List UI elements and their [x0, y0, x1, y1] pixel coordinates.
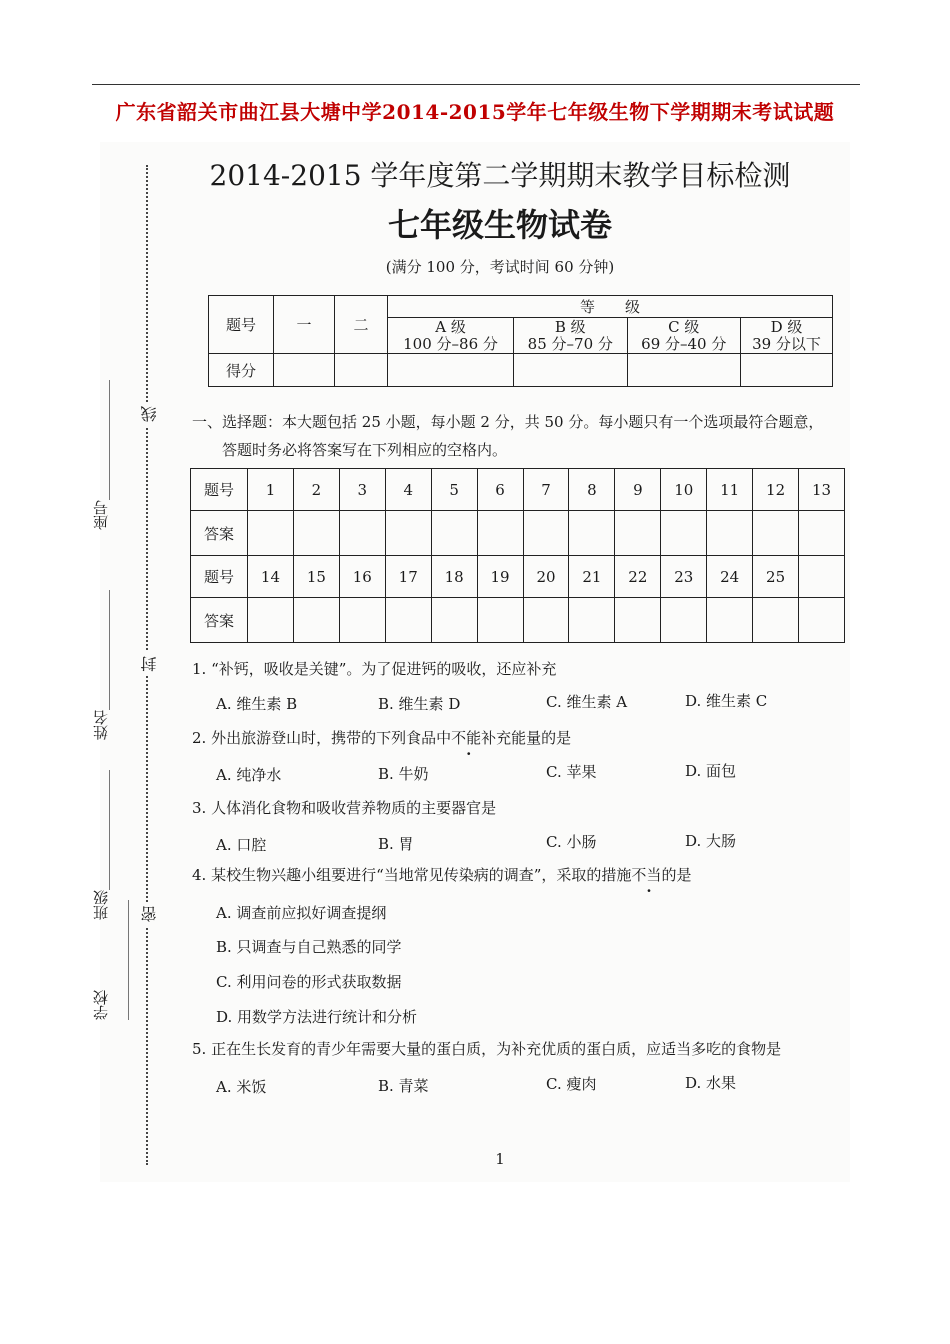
answer-cell[interactable] — [385, 511, 431, 556]
answer-cell[interactable] — [248, 598, 294, 643]
answer-no-cell: 21 — [569, 556, 615, 598]
class-label: 班级 — [92, 890, 110, 920]
answer-cell[interactable] — [661, 511, 707, 556]
answer-cell[interactable] — [569, 598, 615, 643]
answer-label-answer: 答案 — [191, 511, 248, 556]
grade-col-two: 二 — [335, 296, 388, 354]
binding-school: 学校________________ — [92, 900, 129, 1020]
grade-row-score: 得分 — [209, 354, 274, 387]
section-one-line2: 答题时务必将答案写在下列相应的空格内。 — [222, 441, 508, 459]
answer-no-cell: 18 — [431, 556, 477, 598]
question-5-option-d[interactable]: D. 水果 — [685, 1074, 737, 1092]
answer-cell[interactable] — [293, 511, 339, 556]
seal-mark-line: 线 — [138, 402, 161, 426]
score-cell-b[interactable] — [514, 354, 627, 387]
question-2-option-b[interactable]: B. 牛奶 — [378, 765, 429, 783]
answer-no-cell: 11 — [707, 469, 753, 511]
seal-mark-secret: 密 — [138, 902, 161, 926]
answer-no-cell: 2 — [293, 469, 339, 511]
grade-table — [208, 295, 833, 387]
grade-col-one: 一 — [274, 296, 335, 354]
answer-label-no: 题号 — [191, 469, 248, 511]
question-3-option-a[interactable]: A. 口腔 — [216, 836, 267, 854]
answer-cell[interactable] — [385, 598, 431, 643]
grade-a: A 级 100 分–86 分 — [388, 318, 514, 354]
section-one-line1: 一、选择题：本大题包括 25 小题，每小题 2 分，共 50 分。每小题只有一个选项最符合题意， — [192, 413, 824, 431]
answer-no-cell: 10 — [661, 469, 707, 511]
question-2-option-a[interactable]: A. 纯净水 — [216, 766, 282, 784]
answer-table — [190, 468, 845, 643]
answer-no-cell: 22 — [615, 556, 661, 598]
answer-label-answer: 答案 — [191, 598, 248, 643]
answer-no-cell: 25 — [753, 556, 799, 598]
question-4-option-d[interactable]: D. 用数学方法进行统计和分析 — [216, 1008, 418, 1026]
question-5-option-b[interactable]: B. 青菜 — [378, 1077, 429, 1095]
emphasis-not: 不能 — [451, 729, 482, 747]
question-4-option-a[interactable]: A. 调查前应拟好调查提纲 — [216, 904, 387, 922]
question-2-option-d[interactable]: D. 面包 — [685, 762, 737, 780]
binding-name: 姓名________________ — [92, 590, 110, 740]
answer-no-cell — [799, 556, 845, 598]
exam-subtitle: (满分 100 分，考试时间 60 分钟) — [385, 258, 615, 276]
score-cell-d[interactable] — [741, 354, 833, 387]
exam-subject: 七年级生物试卷 — [387, 206, 612, 244]
answer-no-cell: 1 — [248, 469, 294, 511]
answer-cell[interactable] — [523, 511, 569, 556]
header-rule — [92, 84, 860, 85]
answer-no-cell: 7 — [523, 469, 569, 511]
answer-no-cell: 12 — [753, 469, 799, 511]
grade-b: B 级 85 分–70 分 — [514, 318, 627, 354]
answer-cell[interactable] — [615, 511, 661, 556]
question-4-option-c[interactable]: C. 利用问卷的形式获取数据 — [216, 973, 402, 991]
question-3-option-b[interactable]: B. 胃 — [378, 835, 414, 853]
answer-no-cell: 24 — [707, 556, 753, 598]
answer-cell[interactable] — [615, 598, 661, 643]
answer-cell[interactable] — [431, 511, 477, 556]
question-1-stem: 1. “补钙，吸收是关键”。为了促进钙的吸收，还应补充 — [192, 660, 557, 678]
answer-cell[interactable] — [339, 598, 385, 643]
school-label: 学校 — [92, 990, 110, 1020]
grade-col-grade: 等 级 — [388, 296, 833, 318]
question-1-option-c[interactable]: C. 维生素 A — [546, 693, 628, 711]
answer-cell[interactable] — [753, 598, 799, 643]
name-label: 姓名 — [92, 710, 110, 740]
binding-class: 班级________________ — [92, 770, 110, 920]
answer-cell[interactable] — [799, 598, 845, 643]
answer-cell[interactable] — [707, 511, 753, 556]
question-1-option-b[interactable]: B. 维生素 D — [378, 695, 461, 713]
question-3-option-c[interactable]: C. 小肠 — [546, 833, 597, 851]
answer-no-cell: 8 — [569, 469, 615, 511]
grade-c: C 级 69 分–40 分 — [627, 318, 740, 354]
question-5-stem: 5. 正在生长发育的青少年需要大量的蛋白质，为补充优质的蛋白质，应适当多吃的食物是 — [192, 1040, 782, 1058]
question-4-option-b[interactable]: B. 只调查与自己熟悉的同学 — [216, 938, 402, 956]
page-title: 广东省韶关市曲江县大塘中学2014-2015学年七年级生物下学期期末考试试题 — [115, 100, 835, 124]
answer-no-cell: 16 — [339, 556, 385, 598]
answer-no-cell: 19 — [477, 556, 523, 598]
question-4-stem: 4. 某校生物兴趣小组要进行“当地常见传染病的调查”，采取的措施不当的是 — [192, 866, 692, 884]
answer-no-cell: 9 — [615, 469, 661, 511]
question-3-stem: 3. 人体消化食物和吸收营养物质的主要器官是 — [192, 799, 497, 817]
answer-cell[interactable] — [753, 511, 799, 556]
page-number: 1 — [495, 1150, 505, 1168]
answer-cell[interactable] — [569, 511, 615, 556]
answer-label-no: 题号 — [191, 556, 248, 598]
section-one-instructions — [192, 408, 852, 464]
question-5-option-a[interactable]: A. 米饭 — [216, 1078, 267, 1096]
answer-no-cell: 23 — [661, 556, 707, 598]
answer-cell[interactable] — [477, 598, 523, 643]
score-cell-c[interactable] — [627, 354, 740, 387]
answer-cell[interactable] — [661, 598, 707, 643]
seal-mark-seal: 封 — [138, 652, 161, 676]
question-2-option-c[interactable]: C. 苹果 — [546, 763, 597, 781]
answer-no-cell: 4 — [385, 469, 431, 511]
answer-cell[interactable] — [477, 511, 523, 556]
answer-no-cell: 6 — [477, 469, 523, 511]
answer-cell[interactable] — [248, 511, 294, 556]
question-5-option-c[interactable]: C. 瘦肉 — [546, 1075, 597, 1093]
answer-no-cell: 13 — [799, 469, 845, 511]
answer-no-cell: 17 — [385, 556, 431, 598]
answer-cell[interactable] — [707, 598, 753, 643]
emphasis-improper: 不当 — [631, 866, 662, 884]
question-3-option-d[interactable]: D. 大肠 — [685, 832, 737, 850]
question-2-stem: 2. 外出旅游登山时，携带的下列食品中不能补充能量的是 — [192, 729, 572, 747]
answer-no-cell: 20 — [523, 556, 569, 598]
score-cell-one[interactable] — [274, 354, 335, 387]
exam-title: 2014-2015 学年度第二学期期末教学目标检测 — [209, 159, 791, 192]
seat-label: 座号 — [92, 500, 110, 530]
score-cell-two[interactable] — [335, 354, 388, 387]
score-cell-a[interactable] — [388, 354, 514, 387]
answer-cell[interactable] — [799, 511, 845, 556]
binding-seat: 座号________________ — [92, 380, 110, 530]
question-1-option-a[interactable]: A. 维生素 B — [216, 695, 298, 713]
answer-no-cell: 15 — [293, 556, 339, 598]
grade-d: D 级 39 分以下 — [741, 318, 833, 354]
answer-cell[interactable] — [431, 598, 477, 643]
answer-no-cell: 5 — [431, 469, 477, 511]
answer-no-cell: 3 — [339, 469, 385, 511]
grade-col-question: 题号 — [209, 296, 274, 354]
answer-cell[interactable] — [523, 598, 569, 643]
answer-no-cell: 14 — [248, 556, 294, 598]
answer-cell[interactable] — [339, 511, 385, 556]
question-1-option-d[interactable]: D. 维生素 C — [685, 692, 768, 710]
answer-cell[interactable] — [293, 598, 339, 643]
